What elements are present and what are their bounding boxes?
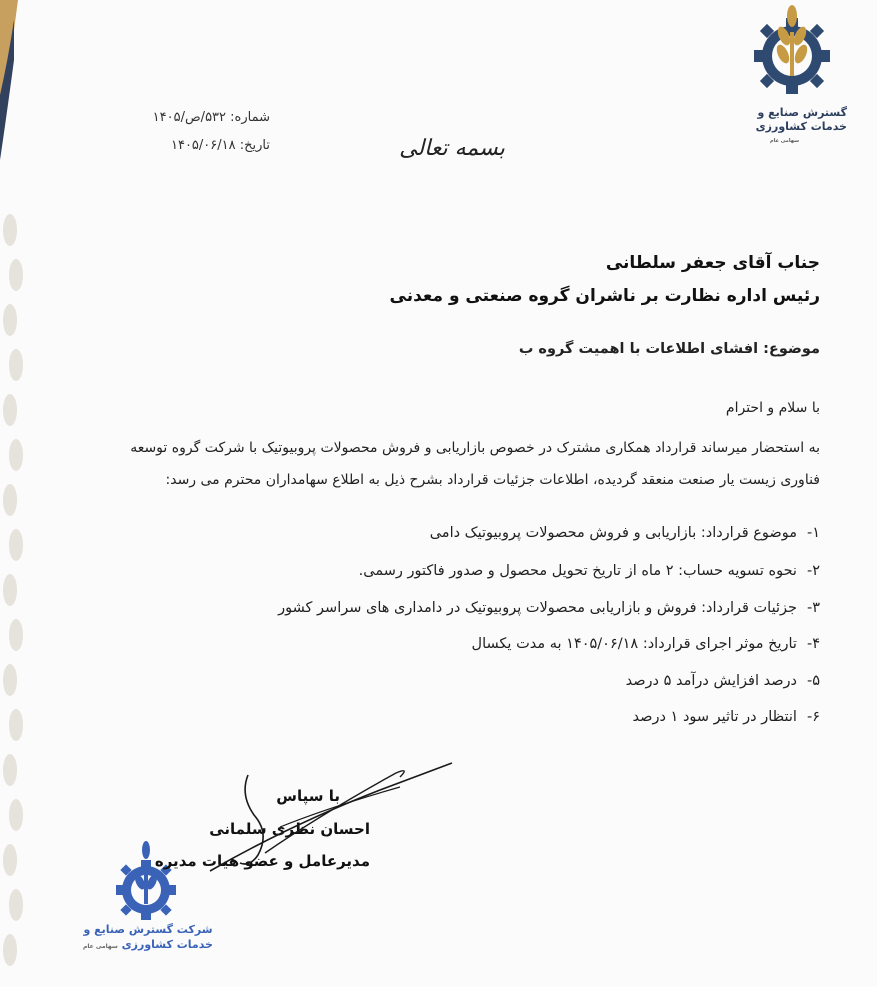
company-logo-text: [717, 106, 847, 148]
list-item: [278, 600, 820, 616]
list-item-number: ۶-: [806, 709, 820, 725]
stamp-line-3: سهامی عام: [82, 943, 118, 950]
body-line-1: به استحضار میرساند قرارداد همکاری مشترک در خصوص بازاریابی و فروش محصولات پروبیوتیک با شرکت گروه توسعه: [130, 440, 820, 456]
company-stamp-text: [78, 922, 218, 954]
list-item: [626, 673, 820, 689]
signatory-name: احسان نظری سلمانی: [209, 820, 370, 838]
list-item-number: ۵-: [806, 673, 820, 689]
greeting: با سلام و احترام: [725, 400, 820, 416]
list-item: [430, 525, 820, 541]
list-item-text: تاریخ موثر اجرای قرارداد: ۱۴۰۵/۰۶/۱۸ به مدت یکسال: [471, 636, 797, 652]
list-item-text: نحوه تسویه حساب: ۲ ماه از تاریخ تحویل محصول و صدور فاکتور رسمی.: [358, 563, 797, 579]
list-item: [472, 636, 820, 652]
stamp-line-1: شرکت گسترش صنایع و: [83, 923, 213, 936]
letter-subject: موضوع: افشای اطلاعات با اهمیت گروه ب: [518, 341, 820, 357]
addressee-position: رئیس اداره نظارت بر ناشران گروه صنعتی و معدنی: [389, 286, 820, 306]
letter-date: تاریخ: ۱۴۰۵/۰۶/۱۸: [170, 138, 270, 153]
list-item: [359, 563, 820, 579]
list-item-number: ۳-: [806, 600, 820, 616]
logo-line-2: خدمات کشاورزی: [755, 120, 847, 133]
logo-line-3: سهامی عام: [770, 138, 799, 144]
company-logo-icon: [728, 2, 856, 102]
handwritten-signature: [170, 755, 470, 885]
signatory-title: مدیرعامل و عضو هیات مدیره: [154, 852, 370, 870]
letter-number: شماره: ۵۳۲/ص/۱۴۰۵: [152, 110, 270, 125]
list-item-number: ۲-: [806, 563, 820, 579]
invocation-heading: بسمه تعالی: [399, 136, 505, 161]
body-line-2: فناوری زیست یار صنعت منعقد گردیده، اطلاعات جزئیات قرارداد بشرح ذیل به اطلاع سهامداران محترم می رسد:: [165, 472, 820, 488]
list-item-text: درصد افزایش درآمد ۵ درصد: [625, 673, 797, 689]
stamp-line-2: خدمات کشاورزی: [121, 938, 213, 951]
list-item-text: موضوع قرارداد: بازاریابی و فروش محصولات پروبیوتیک دامی: [429, 525, 797, 541]
list-item-text: جزئیات قرارداد: فروش و بازاریابی محصولات پروبیوتیک در دامداری های سراسر کشور: [278, 600, 797, 616]
logo-line-1: گسترش صنایع و: [757, 106, 847, 119]
list-item-number: ۴-: [806, 636, 820, 652]
list-item-number: ۱-: [806, 525, 820, 541]
addressee-name: جناب آقای جعفر سلطانی: [605, 253, 820, 273]
list-item: [633, 709, 820, 725]
closing-text: با سپاس: [276, 787, 340, 805]
list-item-text: انتظار در تاثیر سود ۱ درصد: [632, 709, 797, 725]
